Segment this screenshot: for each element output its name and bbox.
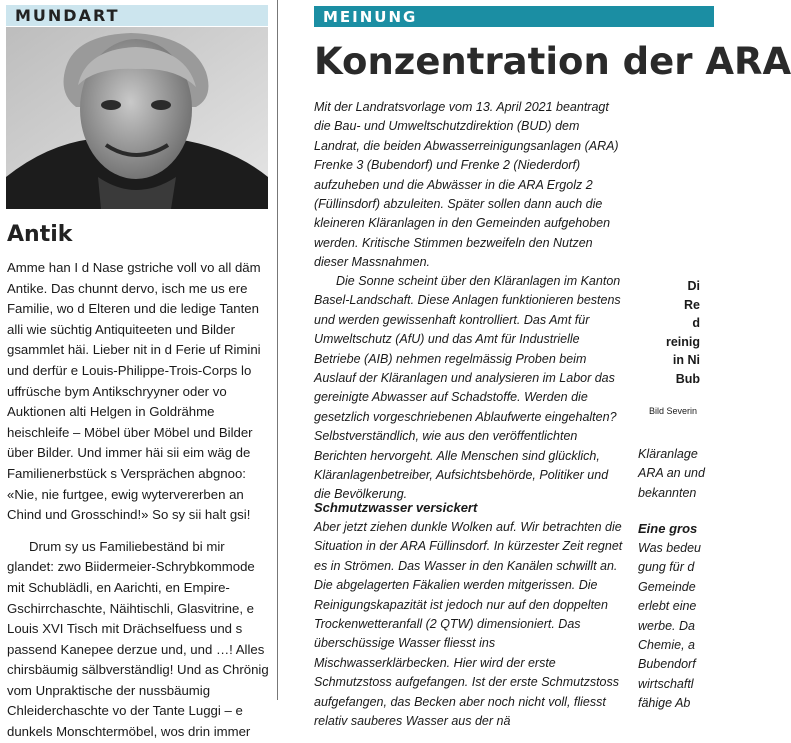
author-portrait — [6, 27, 268, 209]
photo-caption — [666, 277, 700, 388]
paragraph: Amme han I d Nase gstriche voll vo all däm Antike. Das chunnt dervo, isch me us ere Familie, wo d Elteren und die ledige Tanten alli wie süchtig Antiquiteeten und Bilder gsammlet häi. Lieber nit in d Ferie uf Rimini und derfür e Louis-Philippe-Trois-Corps lo uffrüsche bym Antikschryyner oder vo Auktionen alti Helgen in Goldrähme heischleife – Möbel über Möbel und Bilder über Bilder. Und immer häi sii eim wäg de Familienerbstück s Versprächen abgnoo: «Nie, nie furtgee, ewig wytervererben an Chind und Grosschind!» So sy sii halt gsi! — [7, 260, 261, 523]
subheading-fragment: Eine gros — [638, 521, 698, 536]
subheading: Schmutzwasser versickert — [314, 500, 478, 515]
caption-line: Di — [687, 279, 700, 293]
caption-line: d — [692, 316, 700, 330]
body-fragment: Was bedeu gung für d Gemeinde erlebt eine werbe. Da Chemie, a Bubendorf wirtschaftl fähige Ab — [638, 541, 702, 711]
body-paragraph: Aber jetzt ziehen dunkle Wolken auf. Wir betrachten die Situation in der ARA Füllinsdorf. In kürzester Zeit regnet es in Strömen. Das Wasser in den Kanälen schwillt an. Die abgelagerten Fäkalien werden mitgerissen. Die Reinigungskapazität ist jedoch nur auf den doppelten Trockenwetteranfall (2 QTW) dimensioniert. Das überschüssige Wasser fliesst ins Mischwasserklärbecken. Hier wird der erste Schmutzstoss aufgefangen. Ist der erste Schmutzstoss aufgefangen, das Becken aber noch nicht voll, fliesst relativ sauberes Wasser aus der nä — [314, 520, 623, 729]
column-divider — [277, 0, 278, 700]
mundart-column — [0, 0, 269, 740]
section-label: MUNDART — [15, 6, 120, 25]
body-fragment: Kläranlage ARA an und bekannten — [638, 447, 705, 500]
section-label-box — [6, 5, 268, 26]
caption-line: reinig — [665, 334, 700, 349]
section-label: MEINUNG — [323, 8, 418, 26]
right-edge-fragment — [595, 0, 705, 711]
caption-line: Re — [684, 297, 700, 312]
column-body — [7, 258, 269, 743]
headline: Konzentration der ARA — [314, 40, 791, 83]
caption-line: Bub — [675, 371, 700, 386]
paragraph: Drum sy us Familiebeständ bi mir glandet: zwo Biidermeier-Schrybkommode mit Schublädli, en Aarichti, en Empire-Gschirrchaschte, Näihtischli, Glasvitrine, e Louis XVI Tisch mit Drächselfuess und s passend Kanepee derzue und, und …! Alles chirsbäumig sälbverständlig! Und as Chrönig vom Unpraktische der nussbäumig Chleiderchaschte vo der Tante Luggi – e dunkels Monschtermöbel, wos drin immer — [7, 538, 269, 740]
caption-line: in Ni — [672, 353, 700, 367]
lead-paragraph: Mit der Landratsvorlage vom 13. April 2021 beantragt die Bau- und Umweltschutzdirektion (BUD) dem Landrat, die beiden Abwasserreinigungsanlagen (ARA) Frenke 3 (Bubendorf) und Frenke 2 (Niederdorf) aufzuheben und die Abwässer in die ARA Ergolz 2 (Füllinsdorf) abzuleiten. Später sollen dann auch die kleineren Kläranlagen in den Gemeinden aufgehoben werden. Kritische Stimmen bezweifeln den Nutzen dieser Massnahmen. — [314, 100, 619, 270]
column-title: Antik — [7, 222, 73, 247]
body-paragraph: Die Sonne scheint über den Kläranlagen im Kanton Basel-Landschaft. Diese Anlagen funktionieren bestens und werden gewissenhaft kontrolliert. Das Amt für Umweltschutz (AfU) und das Amt für Industrielle Betriebe (AIB) nehmen regelmässig Proben beim Auslauf der Kläranlagen und analysieren im Labor das gereinigte Abwasser auf Schadstoffe. Werden die gesetzlich vorgeschriebenen Ablaufwerte eingehalten? Selbstverständlich, wie aus den veröffentlichten Berichten hervorgeht. Alle Menschen sind glücklich, Kläranlagenbetreiber, Aufsichtsbehörde, Politiker und die Bevölkerung. — [314, 274, 621, 502]
photo-credit: Bild Severin — [649, 406, 698, 416]
